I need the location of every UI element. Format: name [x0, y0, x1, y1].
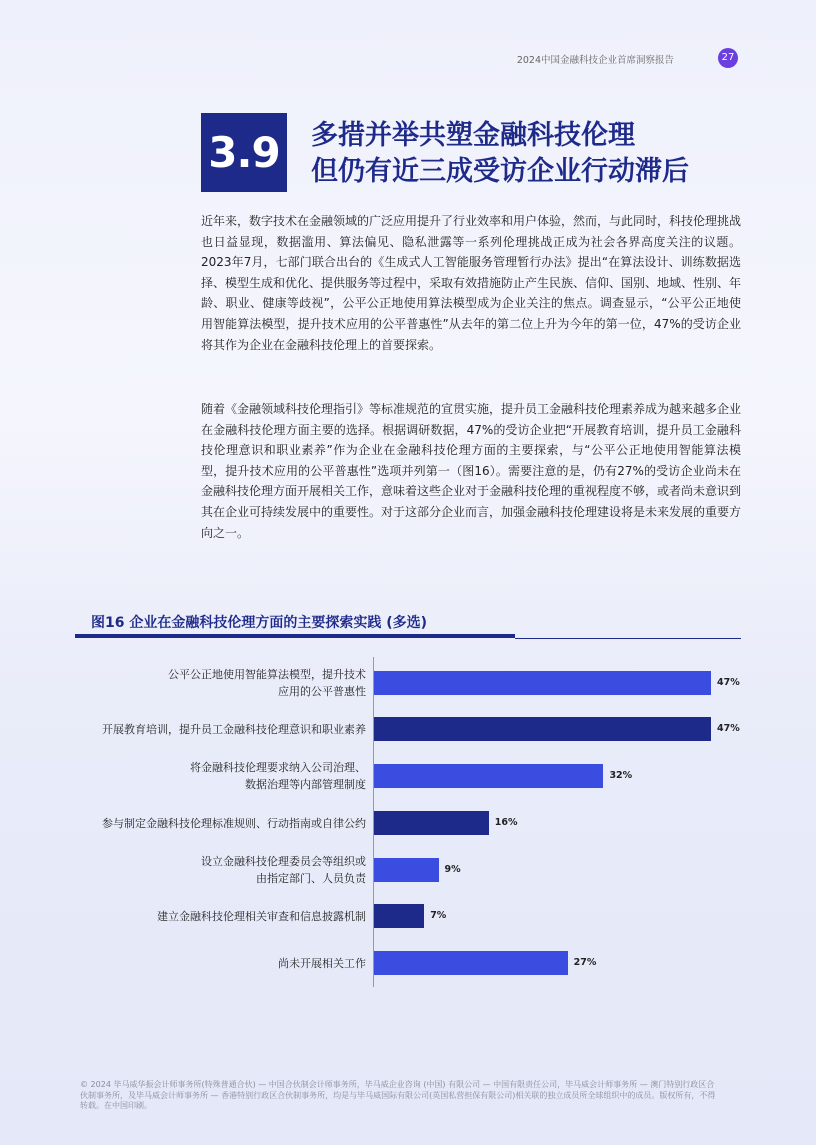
chart-row: [0, 940, 816, 986]
bar: [374, 858, 439, 882]
bar-value-label: 9%: [444, 864, 461, 875]
page-number-badge: 27: [718, 48, 738, 68]
bar: [374, 904, 424, 928]
section-title: [311, 118, 689, 190]
bar-category-label: 尚未开展相关工作: [278, 956, 366, 970]
bar-category-label: 建立金融科技伦理相关审查和信息披露机制: [157, 909, 366, 923]
section-number-box: 3.9: [201, 113, 287, 192]
bar-value-label: 16%: [494, 817, 518, 828]
figure-title-rule: [75, 634, 515, 638]
chart-row: [0, 706, 816, 752]
chart-row: [0, 660, 816, 706]
bar: [374, 811, 489, 835]
bar-category-label: 设立金融科技伦理委员会等组织或 由指定部门、人员负责: [201, 855, 366, 885]
report-header-title: 2024中国金融科技企业首席洞察报告: [516, 55, 674, 66]
bar: [374, 764, 603, 788]
bar-value-label: 27%: [573, 957, 597, 968]
footer-copyright: © 2024 毕马威华振会计师事务所(特殊普通合伙) — 中国合伙制会计师事务所，毕马威企业咨询 (中国) 有限公司 — 中国有限责任公司，毕马威会计师事务所 — 澳门特别行政区合伙制事务所，及毕马威会计师事务所 — 香港特别行政区合伙制事务所，均是与毕马威国际有限公司(英国私营担保有限公司)相关联的独立成员所全球组织中的成员。版权所有，不得转载。在中国印刷。: [80, 1080, 716, 1110]
bar-category-label: 开展教育培训，提升员工金融科技伦理意识和职业素养: [102, 722, 366, 736]
bar-value-label: 7%: [430, 910, 447, 921]
chart-row: [0, 753, 816, 799]
chart-row: [0, 893, 816, 939]
bar-category-label: 将金融科技伦理要求纳入公司治理、 数据治理等内部管理制度: [190, 761, 366, 791]
body-paragraph-1: 近年来，数字技术在金融领域的广泛应用提升了行业效率和用户体验，然而，与此同时，科技伦理挑战也日益显现，数据滥用、算法偏见、隐私泄露等一系列伦理挑战正成为社会各界高度关注的议题。2023年7月，七部门联合出台的《生成式人工智能服务管理暂行办法》提出“在算法设计、训练数据选择、模型生成和优化、提供服务等过程中，采取有效措施防止产生民族、信仰、国别、地域、性别、年龄、职业、健康等歧视”，公平公正地使用算法模型成为企业关注的焦点。调查显示，“公平公正地使用智能算法模型，提升技术应用的公平普惠性”从去年的第二位上升为今年的第一位，47%的受访企业将其作为企业在金融科技伦理上的首要探索。: [201, 214, 742, 352]
bar-value-label: 47%: [717, 723, 740, 734]
body-paragraph-2: 随着《金融领域科技伦理指引》等标准规范的宣贯实施，提升员工金融科技伦理素养成为越来越多企业在金融科技伦理方面主要的选择。根据调研数据，47%的受访企业把“开展教育培训，提升员工金融科技伦理意识和职业素养”作为企业在金融科技伦理方面的主要探索，与“公平公正地使用智能算法模型，提升技术应用的公平普惠性”选项并列第一（图16）。需要注意的是，仍有27%的受访企业尚未在金融科技伦理方面开展相关工作，意味着这些企业对于金融科技伦理的重视程度不够，或者尚未意识到其在企业可持续发展中的重要性。对于这部分企业而言，加强金融科技伦理建设将是未来发展的重要方向之一。: [201, 402, 742, 540]
bar-category-label: 参与制定金融科技伦理标准规则、行动指南或自律公约: [102, 816, 366, 830]
bar-value-label: 47%: [717, 677, 740, 688]
chart-row: [0, 847, 816, 893]
figure-title-rule-thin: [515, 638, 741, 639]
bar: [374, 951, 568, 975]
bar-category-label: 公平公正地使用智能算法模型，提升技术 应用的公平普惠性: [168, 668, 366, 698]
bar-value-label: 32%: [609, 770, 633, 781]
section-title-line2: 但仍有近三成受访企业行动滞后: [311, 156, 689, 187]
bar: [374, 671, 711, 695]
figure-title: 图16 企业在金融科技伦理方面的主要探索实践 (多选): [91, 615, 428, 631]
bar: [374, 717, 711, 741]
section-title-line1: 多措并举共塑金融科技伦理: [311, 120, 635, 151]
chart-row: [0, 800, 816, 846]
